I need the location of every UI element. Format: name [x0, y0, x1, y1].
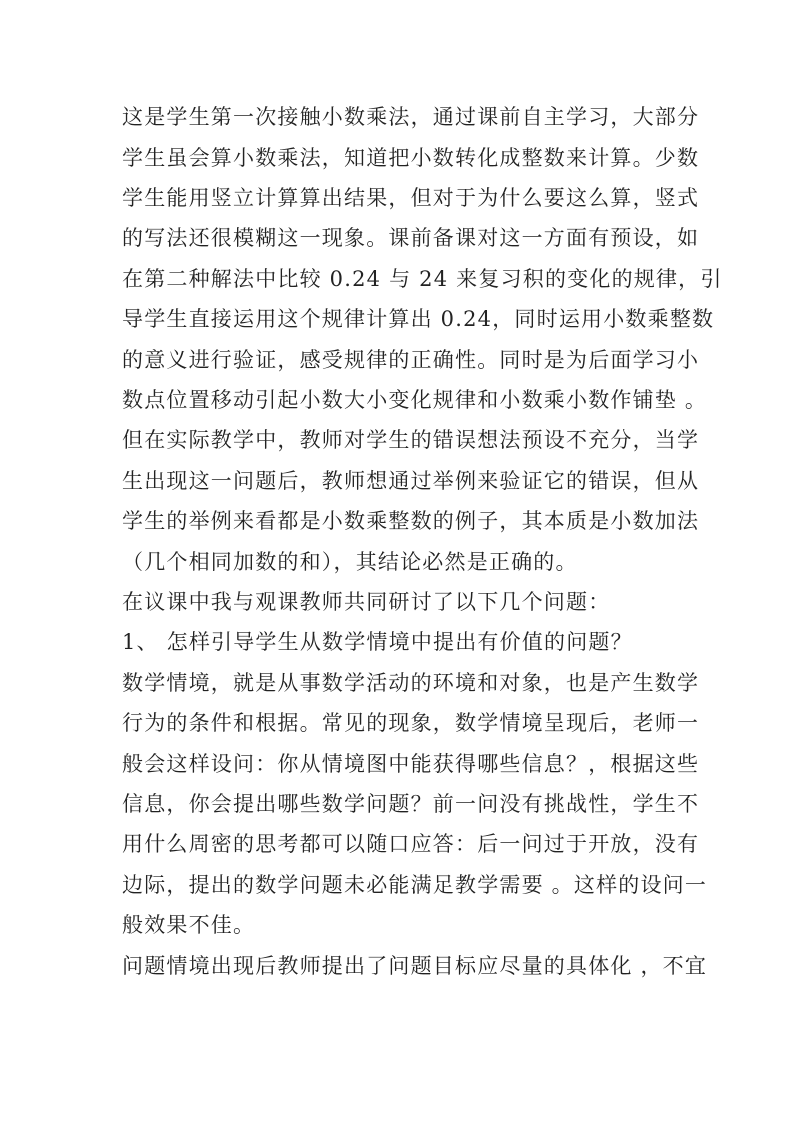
list-item-heading: 1、 怎样引导学生从数学情境中提出有价值的问题？	[122, 630, 633, 654]
text-line: 数点位置移动引起小数大小变化规律和小数乘小数作铺垫 。	[122, 388, 708, 412]
text-line: 学生能用竖立计算算出结果，但对于为什么要这么算，竖式	[122, 186, 700, 210]
text-line: 用什么周密的思考都可以随口应答：后一问过于开放，没有	[122, 832, 700, 856]
text-line: （几个相同加数的和），其结论必然是正确的。	[122, 550, 578, 574]
text-line: 般效果不佳。	[122, 913, 256, 937]
text-line: 信息，你会提出哪些数学问题？前一问没有挑战性，学生不	[122, 792, 700, 816]
text-line: 导学生直接运用这个规律计算出 0.24，同时运用小数乘整数	[122, 307, 715, 331]
text-line: 在第二种解法中比较 0.24 与 24 来复习积的变化的规律，引	[122, 267, 723, 291]
text-line: 问题情境出现后教师提出了问题目标应尽量的具体化 ，不宜	[122, 954, 708, 978]
text-line: 这是学生第一次接触小数乘法，通过课前自主学习，大部分	[122, 105, 700, 129]
text-line: 的写法还很模糊这一现象。课前备课对这一方面有预设，如	[122, 226, 700, 250]
text-line: 但在实际教学中，教师对学生的错误想法预设不充分，当学	[122, 428, 700, 452]
text-line: 学生虽会算小数乘法，知道把小数转化成整数来计算。少数	[122, 146, 700, 170]
text-line: 边际，提出的数学问题未必能满足教学需要 。这样的设问一	[122, 873, 708, 897]
text-line: 在议课中我与观课教师共同研讨了以下几个问题：	[122, 590, 611, 614]
text-line: 生出现这一问题后，教师想通过举例来验证它的错误，但从	[122, 469, 700, 493]
text-line: 学生的举例来看都是小数乘整数的例子，其本质是小数加法	[122, 509, 700, 533]
text-line: 行为的条件和根据。常见的现象，数学情境呈现后，老师一	[122, 711, 700, 735]
text-line: 的意义进行验证，感受规律的正确性。同时是为后面学习小	[122, 348, 700, 372]
text-line: 数学情境，就是从事数学活动的环境和对象，也是产生数学	[122, 671, 700, 695]
text-line: 般会这样设问：你从情境图中能获得哪些信息？，根据这些	[122, 752, 700, 776]
